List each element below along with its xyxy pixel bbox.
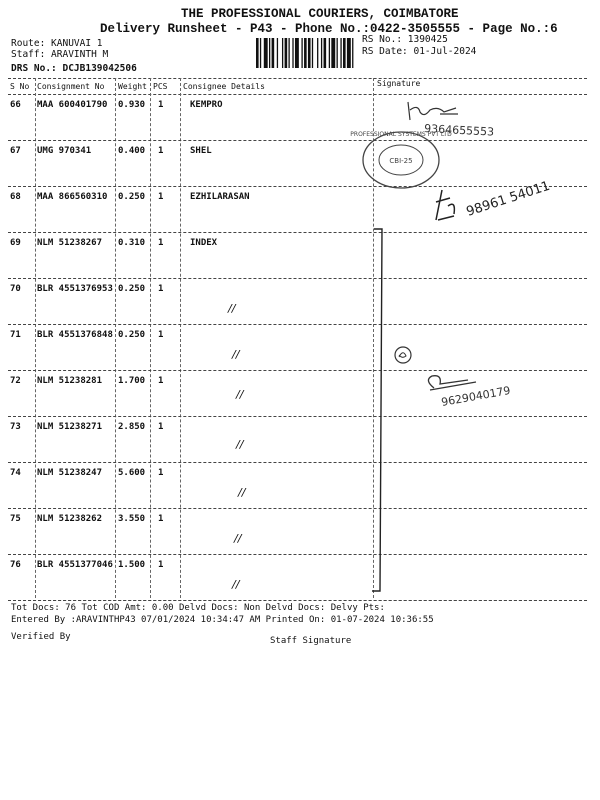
cell-weight: 2.850 <box>118 422 146 432</box>
cell-weight: 0.250 <box>118 330 146 340</box>
cell-weight: 0.250 <box>118 192 146 202</box>
cell-pcs: 1 <box>158 422 164 432</box>
cell-consignment-no: BLR 4551376953 <box>37 284 113 294</box>
cell-sno: 66 <box>10 100 21 110</box>
barcode-bar <box>324 38 327 68</box>
cell-consignee: SHEL <box>190 146 212 156</box>
handwritten-phone-66: 9364655553 <box>423 122 495 139</box>
cell-pcs: 1 <box>158 514 164 524</box>
col-divider <box>115 78 116 598</box>
barcode-bar <box>312 38 313 68</box>
ditto-mark: // <box>232 578 240 591</box>
col-divider <box>35 78 36 598</box>
document-subtitle: Delivery Runsheet - P43 - Phone No.:0422-3505555 - Page No.:6 <box>100 22 558 36</box>
barcode-bar <box>288 38 289 68</box>
row-divider <box>8 278 587 279</box>
cell-sno: 71 <box>10 330 21 340</box>
cell-sno: 76 <box>10 560 21 570</box>
totals-line: Tot Docs: 76 Tot COD Amt: 0.00 Delvd Docs: Non Delvd Docs: Delvy Pts: <box>11 603 385 613</box>
cell-consignment-no: UMG 970341 <box>37 146 92 156</box>
barcode-bar <box>264 38 268 68</box>
handwritten-phone-68: 98961 54011 <box>464 178 552 220</box>
header-bottom-rule <box>8 94 587 95</box>
barcode-bar <box>292 38 293 68</box>
cell-weight: 0.310 <box>118 238 146 248</box>
staff-label: Staff: ARAVINTH M <box>11 49 109 60</box>
rs-number: RS No.: 1390425 <box>362 34 448 45</box>
barcode-bar <box>331 38 335 68</box>
ditto-mark: // <box>234 532 242 545</box>
barcode-bar <box>256 38 259 68</box>
route-label: Route: KANUVAI 1 <box>11 38 103 49</box>
cell-sno: 68 <box>10 192 21 202</box>
cell-consignment-no: MAA 600401790 <box>37 100 108 110</box>
col-header-weight: Weight <box>118 82 147 91</box>
cell-consignment-no: NLM 51238262 <box>37 514 103 524</box>
footer-top-rule <box>8 600 587 601</box>
col-header-consignee: Consignee Details <box>183 82 265 91</box>
barcode-bar <box>277 38 278 68</box>
col-header-signature: Signature <box>377 79 421 88</box>
cell-weight: 1.500 <box>118 560 146 570</box>
signature-72 <box>420 366 560 414</box>
barcode-bar <box>340 38 341 68</box>
circled-mark <box>392 344 414 366</box>
cell-pcs: 1 <box>158 192 164 202</box>
barcode-bar <box>295 38 299 68</box>
cell-weight: 0.930 <box>118 100 146 110</box>
document-title: THE PROFESSIONAL COURIERS, COIMBATORE <box>181 7 459 21</box>
table-top-rule <box>8 78 587 79</box>
cell-sno: 73 <box>10 422 21 432</box>
staff-signature-label: Staff Signature <box>270 636 352 646</box>
cell-sno: 69 <box>10 238 21 248</box>
cell-pcs: 1 <box>158 100 164 110</box>
barcode <box>256 38 356 68</box>
drs-number: DRS No.: DCJB139042506 <box>11 63 137 74</box>
cell-weight: 5.600 <box>118 468 146 478</box>
signature-68 <box>428 180 558 240</box>
stamp-inner-text: CBI-25 <box>389 157 413 165</box>
barcode-bar <box>304 38 307 68</box>
barcode-bar <box>260 38 261 68</box>
cell-pcs: 1 <box>158 284 164 294</box>
cell-consignee: INDEX <box>190 238 218 248</box>
barcode-bar <box>282 38 283 68</box>
cell-pcs: 1 <box>158 238 164 248</box>
entered-by-line: Entered By :ARAVINTHP43 07/01/2024 10:34:47 AM Printed On: 01-07-2024 10:36:55 <box>11 615 434 625</box>
cell-weight: 1.700 <box>118 376 146 386</box>
rs-date: RS Date: 01-Jul-2024 <box>362 46 477 57</box>
cell-consignment-no: NLM 51238247 <box>37 468 103 478</box>
cell-pcs: 1 <box>158 468 164 478</box>
cell-pcs: 1 <box>158 376 164 386</box>
cell-consignee: KEMPRO <box>190 100 223 110</box>
cell-sno: 67 <box>10 146 21 156</box>
cell-consignment-no: BLR 4551376848 <box>37 330 113 340</box>
cell-sno: 75 <box>10 514 21 524</box>
stamp-outer-text: PROFESSIONAL SYSTEMS PVT LTD <box>350 131 452 138</box>
barcode-bar <box>321 38 322 68</box>
ditto-mark: // <box>236 388 244 401</box>
ditto-mark: // <box>238 486 246 499</box>
row-divider <box>8 462 587 463</box>
cell-consignment-no: NLM 51238267 <box>37 238 103 248</box>
barcode-bar <box>301 38 302 68</box>
cell-consignment-no: MAA 866560310 <box>37 192 108 202</box>
row-divider <box>8 508 587 509</box>
col-divider <box>150 78 151 598</box>
cell-pcs: 1 <box>158 560 164 570</box>
barcode-bar <box>352 38 353 68</box>
cell-consignment-no: NLM 51238281 <box>37 376 103 386</box>
col-header-sno: S No <box>10 82 30 91</box>
handwritten-phone-72: 9629040179 <box>440 383 512 409</box>
row-divider <box>8 554 587 555</box>
ditto-mark: // <box>232 348 240 361</box>
row-divider <box>8 140 587 141</box>
cell-weight: 0.400 <box>118 146 146 156</box>
barcode-bar <box>269 38 270 68</box>
row-divider <box>8 324 587 325</box>
barcode-bar <box>337 38 338 68</box>
cell-weight: 3.550 <box>118 514 146 524</box>
cell-pcs: 1 <box>158 330 164 340</box>
cell-sno: 74 <box>10 468 21 478</box>
barcode-bar <box>347 38 351 68</box>
cell-sno: 70 <box>10 284 21 294</box>
col-divider <box>180 78 181 598</box>
barcode-bar <box>317 38 318 68</box>
ditto-mark: // <box>228 302 236 315</box>
cell-consignee: EZHILARASAN <box>190 192 250 202</box>
row-divider <box>8 416 587 417</box>
cell-weight: 0.250 <box>118 284 146 294</box>
cell-pcs: 1 <box>158 146 164 156</box>
col-header-pcs: PCS <box>153 82 168 91</box>
cell-consignment-no: BLR 4551377046 <box>37 560 113 570</box>
barcode-bar <box>308 38 311 68</box>
verified-by-label: Verified By <box>11 632 71 642</box>
barcode-bar <box>343 38 346 68</box>
cell-sno: 72 <box>10 376 21 386</box>
barcode-bar <box>272 38 275 68</box>
col-header-consignment: Consignment No <box>37 82 105 91</box>
cell-consignment-no: NLM 51238271 <box>37 422 103 432</box>
barcode-bar <box>329 38 330 68</box>
pen-bracket-line <box>368 225 388 595</box>
ditto-mark: // <box>236 438 244 451</box>
barcode-bar <box>285 38 288 68</box>
